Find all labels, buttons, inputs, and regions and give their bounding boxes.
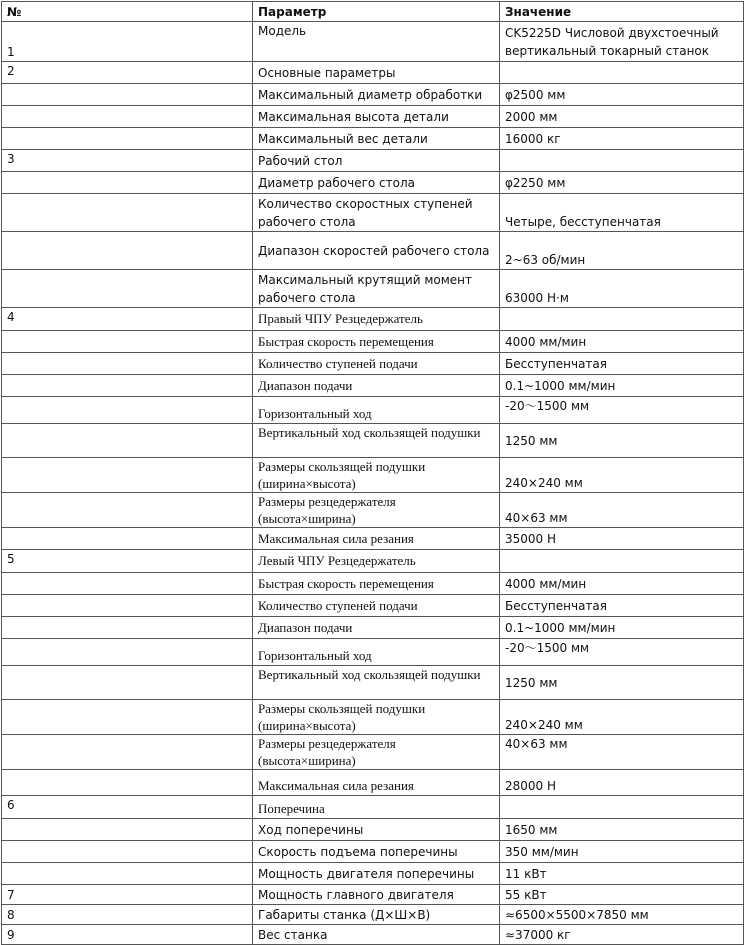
- row-value: -20～1500 мм: [500, 639, 744, 666]
- table-row: [2, 617, 744, 639]
- table-row: [2, 22, 744, 62]
- row-number: [2, 458, 253, 493]
- row-number: 3: [2, 150, 253, 172]
- row-parameter: Скорость подъема поперечины: [253, 841, 500, 863]
- row-value: 350 мм/мин: [500, 841, 744, 863]
- row-number: [2, 331, 253, 353]
- row-value: 4000 мм/мин: [500, 573, 744, 595]
- row-value: 1250 мм: [500, 666, 744, 700]
- table-row: [2, 62, 744, 84]
- row-parameter: Горизонтальный ход: [253, 397, 500, 424]
- table-header-row: [2, 2, 744, 22]
- row-parameter: Максимальный диаметр обработки: [253, 84, 500, 106]
- table-row: [2, 331, 744, 353]
- row-number: [2, 375, 253, 397]
- row-number: [2, 397, 253, 424]
- header-number: №: [2, 2, 253, 22]
- row-parameter: Максимальная высота детали: [253, 106, 500, 128]
- row-number: [2, 573, 253, 595]
- row-number: [2, 528, 253, 550]
- row-number: [2, 424, 253, 458]
- row-value: 16000 кг: [500, 128, 744, 150]
- row-parameter: Быстрая скорость перемещения: [253, 573, 500, 595]
- row-parameter: Ход поперечины: [253, 819, 500, 841]
- row-number: [2, 735, 253, 770]
- row-number: [2, 617, 253, 639]
- table-row: [2, 639, 744, 666]
- specifications-table: [1, 1, 744, 945]
- section-heading: Рабочий стол: [253, 150, 500, 172]
- row-value: CK5225D Числовой двухстоечный вертикальный токарный станок: [500, 22, 744, 62]
- row-parameter: Количество скоростных ступеней рабочего стола: [253, 194, 500, 232]
- row-parameter: Диаметр рабочего стола: [253, 172, 500, 194]
- row-value: [500, 308, 744, 331]
- table-row: [2, 770, 744, 796]
- row-number: 8: [2, 905, 253, 925]
- table-row: [2, 925, 744, 945]
- row-number: [2, 666, 253, 700]
- table-row: [2, 819, 744, 841]
- table-row: [2, 397, 744, 424]
- row-parameter: Максимальная сила резания: [253, 528, 500, 550]
- row-number: [2, 700, 253, 735]
- row-parameter: Количество ступеней подачи: [253, 353, 500, 375]
- row-value: 40×63 мм: [500, 735, 744, 770]
- row-value: φ2500 мм: [500, 84, 744, 106]
- row-value: 2~63 об/мин: [500, 232, 744, 270]
- row-value: [500, 796, 744, 819]
- row-value: 40×63 мм: [500, 493, 744, 528]
- row-value: 1250 мм: [500, 424, 744, 458]
- row-value: 28000 Н: [500, 770, 744, 796]
- row-parameter: Вес станка: [253, 925, 500, 945]
- row-value: φ2250 мм: [500, 172, 744, 194]
- table-row: [2, 150, 744, 172]
- table-row: [2, 270, 744, 308]
- table-row: [2, 528, 744, 550]
- row-number: 9: [2, 925, 253, 945]
- row-number: [2, 770, 253, 796]
- section-heading: Правый ЧПУ Резцедержатель: [253, 308, 500, 331]
- table-row: [2, 232, 744, 270]
- row-number: [2, 194, 253, 232]
- row-value: [500, 550, 744, 573]
- table-row: [2, 458, 744, 493]
- row-value: 240×240 мм: [500, 700, 744, 735]
- row-parameter: Количество ступеней подачи: [253, 595, 500, 617]
- section-heading: Левый ЧПУ Резцедержатель: [253, 550, 500, 573]
- table-row: [2, 666, 744, 700]
- row-parameter: Модель: [253, 22, 500, 62]
- row-value: 11 кВт: [500, 863, 744, 885]
- table-row: [2, 172, 744, 194]
- row-value: 0.1~1000 мм/мин: [500, 617, 744, 639]
- table-row: [2, 353, 744, 375]
- row-value: Бесступенчатая: [500, 353, 744, 375]
- row-number: [2, 863, 253, 885]
- row-number: 7: [2, 885, 253, 905]
- table-row: [2, 194, 744, 232]
- header-value: Значение: [500, 2, 744, 22]
- table-row: [2, 128, 744, 150]
- row-parameter: Мощность главного двигателя: [253, 885, 500, 905]
- row-parameter: Габариты станка (Д×Ш×В): [253, 905, 500, 925]
- row-value: [500, 150, 744, 172]
- row-number: [2, 128, 253, 150]
- row-value: ≈37000 кг: [500, 925, 744, 945]
- row-parameter: Максимальная сила резания: [253, 770, 500, 796]
- row-value: 2000 мм: [500, 106, 744, 128]
- row-parameter: Вертикальный ход скользящей подушки: [253, 666, 500, 700]
- row-number: [2, 232, 253, 270]
- row-parameter: Диапазон подачи: [253, 375, 500, 397]
- row-number: [2, 353, 253, 375]
- row-value: Четыре, бесступенчатая: [500, 194, 744, 232]
- row-number: [2, 819, 253, 841]
- row-parameter: Диапазон скоростей рабочего стола: [253, 232, 500, 270]
- row-value: 1650 мм: [500, 819, 744, 841]
- row-parameter: Вертикальный ход скользящей подушки: [253, 424, 500, 458]
- header-parameter: Параметр: [253, 2, 500, 22]
- row-value: 35000 Н: [500, 528, 744, 550]
- row-number: 4: [2, 308, 253, 331]
- row-number: [2, 595, 253, 617]
- row-parameter: Мощность двигателя поперечины: [253, 863, 500, 885]
- row-parameter: Размеры резцедержателя (высота×ширина): [253, 493, 500, 528]
- table-row: [2, 595, 744, 617]
- table-row: [2, 905, 744, 925]
- row-value: Бесступенчатая: [500, 595, 744, 617]
- row-number: 5: [2, 550, 253, 573]
- row-parameter: Размеры резцедержателя (высота×ширина): [253, 735, 500, 770]
- row-value: 55 кВт: [500, 885, 744, 905]
- row-number: [2, 493, 253, 528]
- row-number: 2: [2, 62, 253, 84]
- row-value: -20～1500 мм: [500, 397, 744, 424]
- row-parameter: Размеры скользящей подушки (ширина×высота): [253, 700, 500, 735]
- table-row: [2, 863, 744, 885]
- table-row: [2, 424, 744, 458]
- table-row: [2, 796, 744, 819]
- row-number: [2, 172, 253, 194]
- table-row: [2, 885, 744, 905]
- row-value: 0.1~1000 мм/мин: [500, 375, 744, 397]
- row-number: [2, 84, 253, 106]
- table-row: [2, 573, 744, 595]
- section-heading: Поперечина: [253, 796, 500, 819]
- row-number: [2, 270, 253, 308]
- row-number: [2, 106, 253, 128]
- row-parameter: Максимальный крутящий момент рабочего стола: [253, 270, 500, 308]
- table-row: [2, 493, 744, 528]
- table-row: [2, 700, 744, 735]
- row-parameter: Диапазон подачи: [253, 617, 500, 639]
- row-number: [2, 639, 253, 666]
- section-heading: Основные параметры: [253, 62, 500, 84]
- table-row: [2, 735, 744, 770]
- row-parameter: Быстрая скорость перемещения: [253, 331, 500, 353]
- table-row: [2, 841, 744, 863]
- table-row: [2, 308, 744, 331]
- table-row: [2, 106, 744, 128]
- row-parameter: Размеры скользящей подушки (ширина×высота): [253, 458, 500, 493]
- table-row: [2, 375, 744, 397]
- row-number: 1: [2, 22, 253, 62]
- row-value: ≈6500×5500×7850 мм: [500, 905, 744, 925]
- row-number: [2, 841, 253, 863]
- row-value: 4000 мм/мин: [500, 331, 744, 353]
- table-row: [2, 84, 744, 106]
- row-value: 240×240 мм: [500, 458, 744, 493]
- row-parameter: Горизонтальный ход: [253, 639, 500, 666]
- row-parameter: Максимальный вес детали: [253, 128, 500, 150]
- row-value: 63000 Н·м: [500, 270, 744, 308]
- row-value: [500, 62, 744, 84]
- row-number: 6: [2, 796, 253, 819]
- table-row: [2, 550, 744, 573]
